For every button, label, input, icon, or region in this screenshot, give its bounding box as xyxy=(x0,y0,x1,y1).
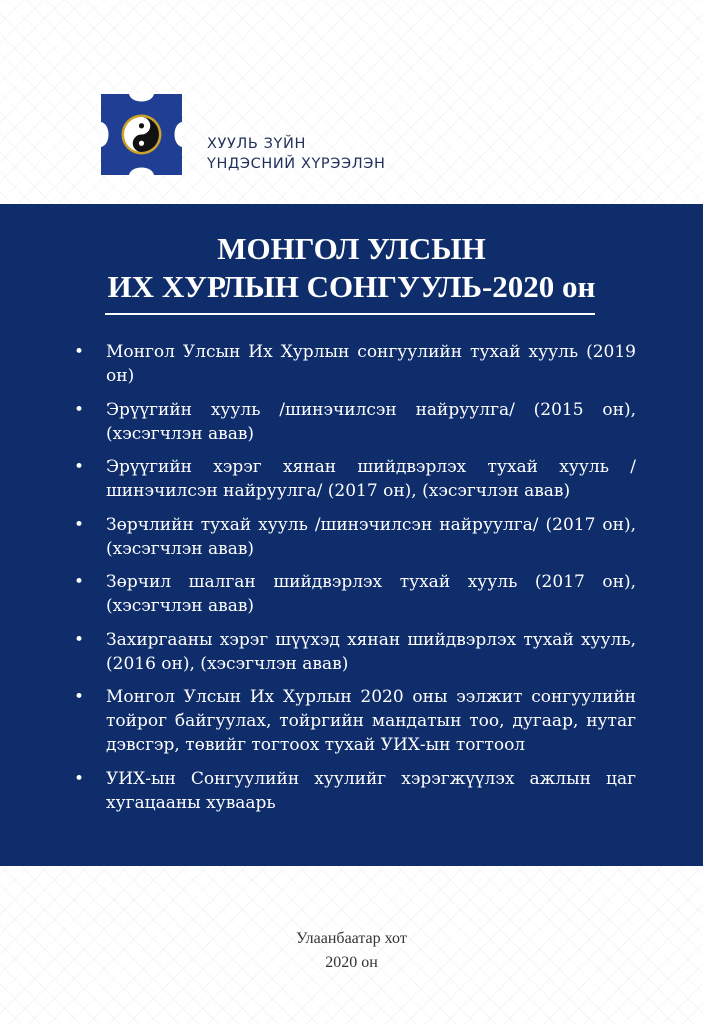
list-item xyxy=(74,628,636,676)
publication-info xyxy=(0,927,703,975)
yin-yang-puzzle-logo-icon xyxy=(101,94,182,175)
list-item xyxy=(74,398,636,446)
list-item xyxy=(74,455,636,503)
list-item-text: Монгол Улсын Их Хурлын сонгуулийн тухай хууль (2019 он) xyxy=(106,342,636,386)
list-item xyxy=(74,513,636,561)
bullet-dot-icon: • xyxy=(74,768,85,789)
organization-name xyxy=(207,134,385,174)
bullet-dot-icon: • xyxy=(74,629,85,650)
institute-logo xyxy=(101,94,182,175)
bullet-dot-icon: • xyxy=(74,687,85,707)
document-title-line2: ИХ ХУРЛЫН СОНГУУЛЬ-2020 он xyxy=(107,269,596,304)
bullet-dot-icon: • xyxy=(74,572,85,592)
list-item xyxy=(74,340,636,388)
contents-list xyxy=(74,340,636,824)
document-title xyxy=(0,230,703,306)
bullet-dot-icon: • xyxy=(74,342,85,362)
list-item xyxy=(74,570,636,618)
list-item-text: Зөрчил шалган шийдвэрлэх тухай хууль (2017 он), (хэсэгчлэн авав) xyxy=(106,572,636,616)
list-item-text: Эрүүгийн хэрэг хянан шийдвэрлэх тухай хууль /шинэчилсэн найруулга/ (2017 он), (хэсэгчлэн авав) xyxy=(106,457,636,501)
list-item-text: Монгол Улсын Их Хурлын 2020 оны ээлжит сонгуулийн тойрог байгуулах, тойргийн мандатын тоо, дугаар, нутаг дэвсгэр, төвийг тогтоох тухай УИХ-ын тогтоол xyxy=(106,687,636,755)
list-item-text: Захиргааны хэрэг шүүхэд хянан шийдвэрлэх тухай хууль, (2016 он), (хэсэгчлэн авав) xyxy=(106,629,636,674)
publication-city: Улаанбаатар хот xyxy=(296,930,407,947)
list-item-text: УИХ-ын Сонгуулийн хуулийг хэрэгжүүлэх ажлын цаг хугацааны хуваарь xyxy=(106,768,636,813)
title-underline xyxy=(105,313,595,315)
organization-name-line2: ҮНДЭСНИЙ ХҮРЭЭЛЭН xyxy=(207,156,386,172)
bullet-dot-icon: • xyxy=(74,399,85,420)
document-title-line1: МОНГОЛ УЛСЫН xyxy=(217,231,486,266)
list-item xyxy=(74,767,636,815)
list-item-text: Эрүүгийн хууль /шинэчилсэн найруулга/ (2015 он), (хэсэгчлэн авав) xyxy=(106,399,636,444)
bullet-dot-icon: • xyxy=(74,457,85,477)
publication-year: 2020 он xyxy=(325,954,378,971)
bullet-dot-icon: • xyxy=(74,514,85,535)
organization-name-line1: ХУУЛЬ ЗҮЙН xyxy=(207,136,306,152)
list-item xyxy=(74,685,636,757)
list-item-text: Зөрчлийн тухай хууль /шинэчилсэн найруулга/ (2017 он), (хэсэгчлэн авав) xyxy=(106,514,636,559)
